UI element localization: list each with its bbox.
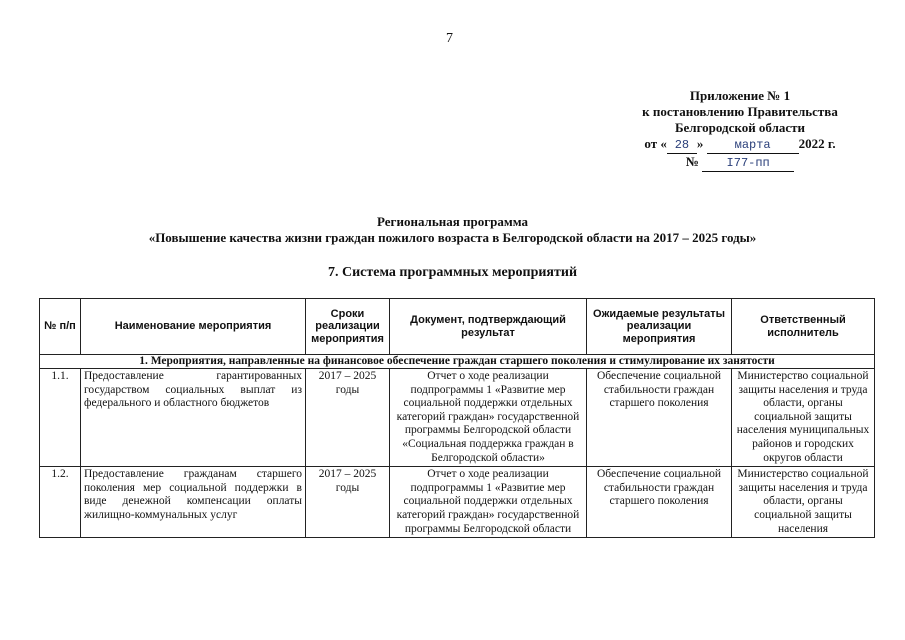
date-day: 28	[667, 137, 697, 154]
date-mid: »	[696, 136, 704, 151]
section-title: 7. Система программных мероприятий	[327, 265, 578, 280]
row-1-name: Предоставление гарантированных государством социальных выплат из федерального и областного бюджетов	[81, 369, 306, 467]
header-num: № п/п	[40, 299, 81, 355]
row-2-term: 2017 – 2025 годы	[306, 467, 390, 538]
appendix-line-1: Приложение № 1	[689, 88, 791, 103]
number-prefix: №	[685, 154, 699, 169]
table-header-row	[40, 299, 875, 355]
row-2-doc: Отчет о ходе реализации подпрограммы 1 «Развитие мер социальной поддержки отдельных категорий граждан» государственной программы Белгородской области	[390, 467, 587, 538]
section-1-title: 1. Мероприятия, направленные на финансовое обеспечение граждан старшего поколения и стимулирование их занятости	[40, 355, 875, 369]
document-number: I77-пп	[702, 155, 794, 172]
appendix-line-2: к постановлению Правительства	[642, 104, 838, 119]
date-month: марта	[707, 137, 799, 154]
appendix-line-3: Белгородской области	[674, 120, 806, 135]
row-2-expected: Обеспечение социальной стабильности граждан старшего поколения	[587, 467, 732, 538]
date-year: 2022 г.	[798, 136, 836, 151]
row-1-executor: Министерство социальной защиты населения и труда области, органы социальной защиты населения муниципальных районов и городских округов области	[732, 369, 875, 467]
row-2-name: Предоставление гражданам старшего поколения мер социальной поддержки в виде денежной компенсации оплаты жилищно-коммунальных услуг	[81, 467, 306, 538]
table-row	[40, 369, 875, 467]
header-name: Наименование мероприятия	[81, 299, 306, 355]
appendix-block	[620, 88, 860, 172]
row-2-num: 1.2.	[40, 467, 81, 538]
appendix-number-line	[620, 154, 860, 172]
measures-table	[39, 298, 875, 538]
program-title	[0, 214, 905, 246]
header-doc: Документ, подтверждающий результат	[390, 299, 587, 355]
appendix-date-line	[620, 136, 860, 154]
page-number: 7	[446, 31, 453, 46]
section-row	[40, 355, 875, 369]
table-row	[40, 467, 875, 538]
header-executor: Ответственный исполнитель	[732, 299, 875, 355]
header-expected: Ожидаемые результаты реализации мероприятия	[587, 299, 732, 355]
program-title-line-1: Региональная программа	[377, 214, 528, 229]
program-title-line-2: «Повышение качества жизни граждан пожилого возраста в Белгородской области на 2017 – 2025 годы»	[148, 230, 757, 245]
row-2-executor: Министерство социальной защиты населения и труда области, органы социальной защиты населения	[732, 467, 875, 538]
header-term: Сроки реализации мероприятия	[306, 299, 390, 355]
row-1-doc: Отчет о ходе реализации подпрограммы 1 «Развитие мер социальной поддержки отдельных категорий граждан» государственной программы Белгородской области «Социальная поддержка граждан в Белгородской области»	[390, 369, 587, 467]
row-1-term: 2017 – 2025 годы	[306, 369, 390, 467]
row-1-num: 1.1.	[40, 369, 81, 467]
date-prefix: от «	[644, 136, 667, 151]
row-1-expected: Обеспечение социальной стабильности граждан старшего поколения	[587, 369, 732, 467]
